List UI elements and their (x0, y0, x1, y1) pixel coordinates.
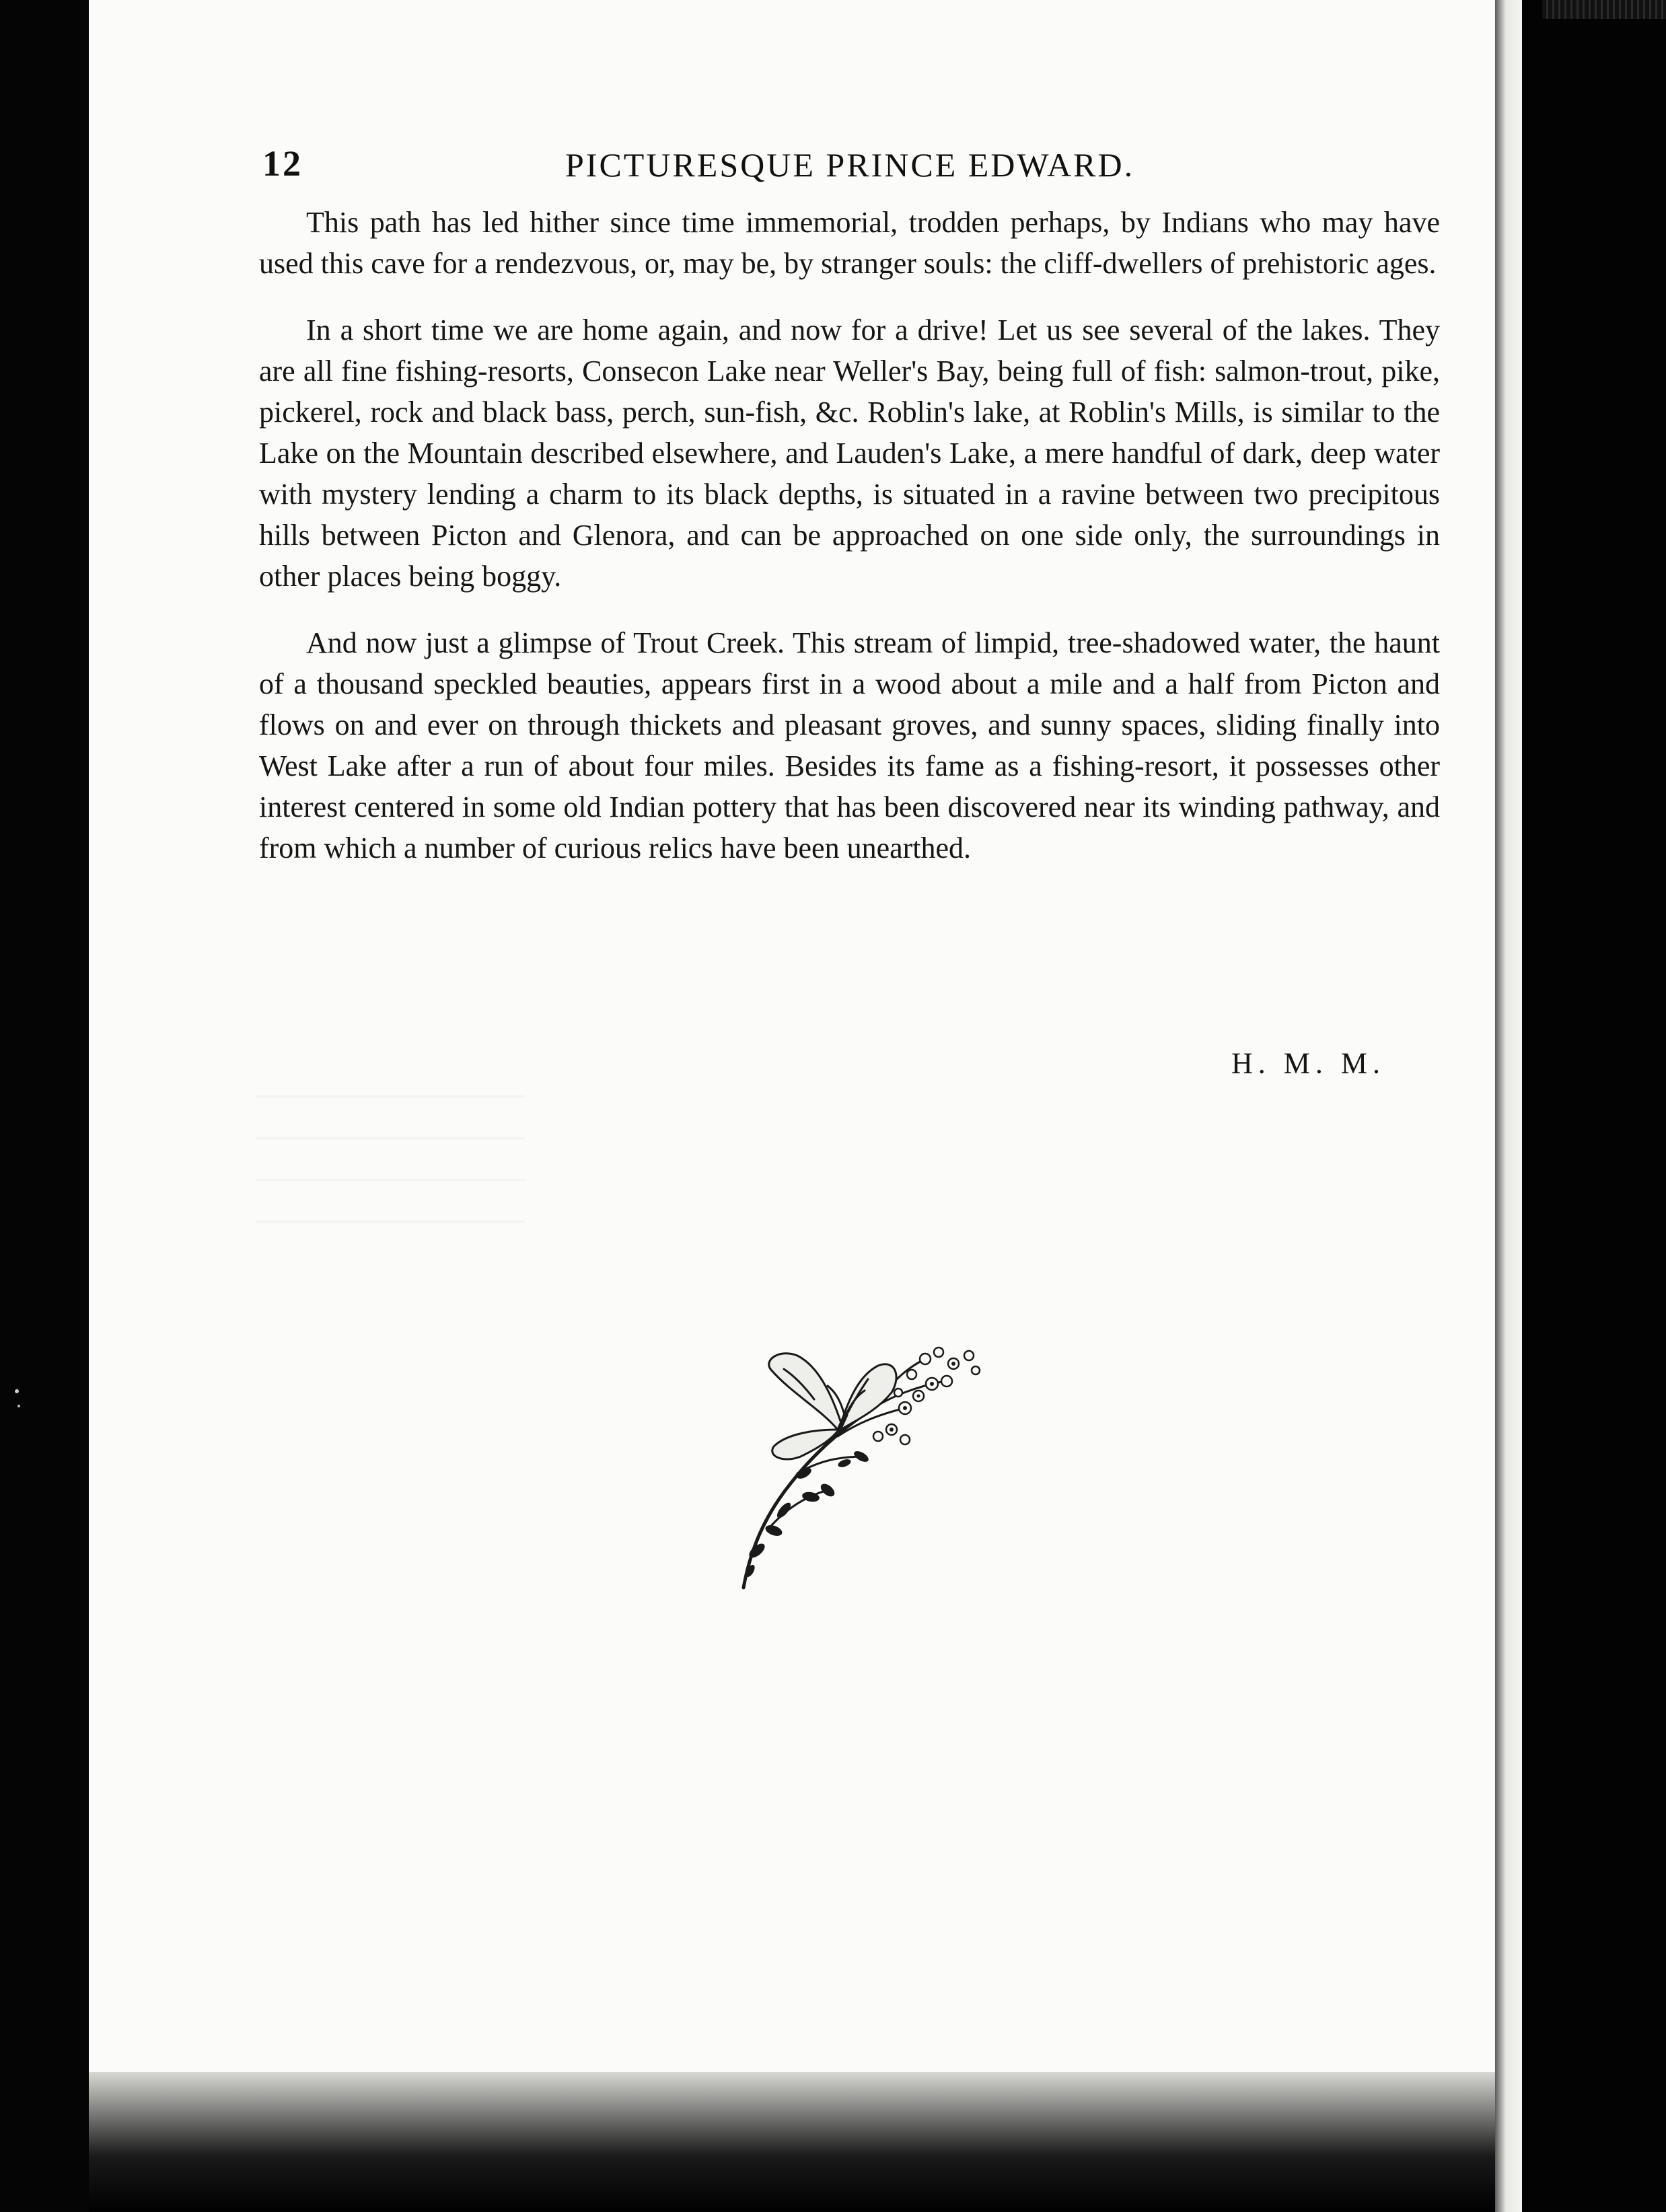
page-header-title: PICTURESQUE PRINCE EDWARD. (565, 146, 1135, 184)
scan-border-right (1522, 0, 1666, 2212)
page-number: 12 (262, 143, 303, 184)
scan-edge-texture (1542, 0, 1666, 19)
page-bottom-shadow (89, 2072, 1495, 2212)
scan-speck-marks (7, 1386, 27, 1413)
bleed-through-texture (256, 1056, 525, 1258)
running-head (262, 143, 1426, 190)
paragraph-trout-creek: And now just a glimpse of Trout Creek. This stream of limpid, tree-shadowed water, the haunt of a thousand speckled beauties, appears first in a wood about a mile and a half from Picton and flows on and ever on through thickets and pleasant groves, and sunny spaces, sliding finally into West Lake after a run of about four miles. Besides its fame as a fishing-resort, it possesses other interest centered in some old Indian pottery that has been discovered near its winding pathway, and from which a number of curious relics have been unearthed. (259, 626, 1440, 864)
body-text (259, 202, 1440, 894)
author-signature: H. M. M. (1231, 1047, 1386, 1080)
paragraph-lakes: In a short time we are home again, and now for a drive! Let us see several of the lakes. They are all fine fishing-resorts, Consecon Lake near Weller's Bay, being full of fish: salmon-trout, pike, pickerel, rock and black bass, perch, sun-fish, &c. Roblin's lake, at Roblin's Mills, is similar to the Lake on the Mountain described elsewhere, and Lauden's Lake, a mere handful of dark, deep water with mystery lending a charm to its black depths, is situated in a ravine between two precipitous hills between Picton and Glenora, and can be approached on one side only, the surroundings in other places being boggy. (259, 314, 1440, 593)
paragraph-cave-path: This path has led hither since time immemorial, trodden perhaps, by Indians who may have used this cave for a rendezvous, or, may be, by stranger souls: the cliff-dwellers of prehistoric ages. (259, 206, 1440, 280)
book-spine-strip (1495, 0, 1522, 2212)
scan-border-left (0, 0, 89, 2212)
butterfly-flower-spray-icon (703, 1329, 992, 1598)
